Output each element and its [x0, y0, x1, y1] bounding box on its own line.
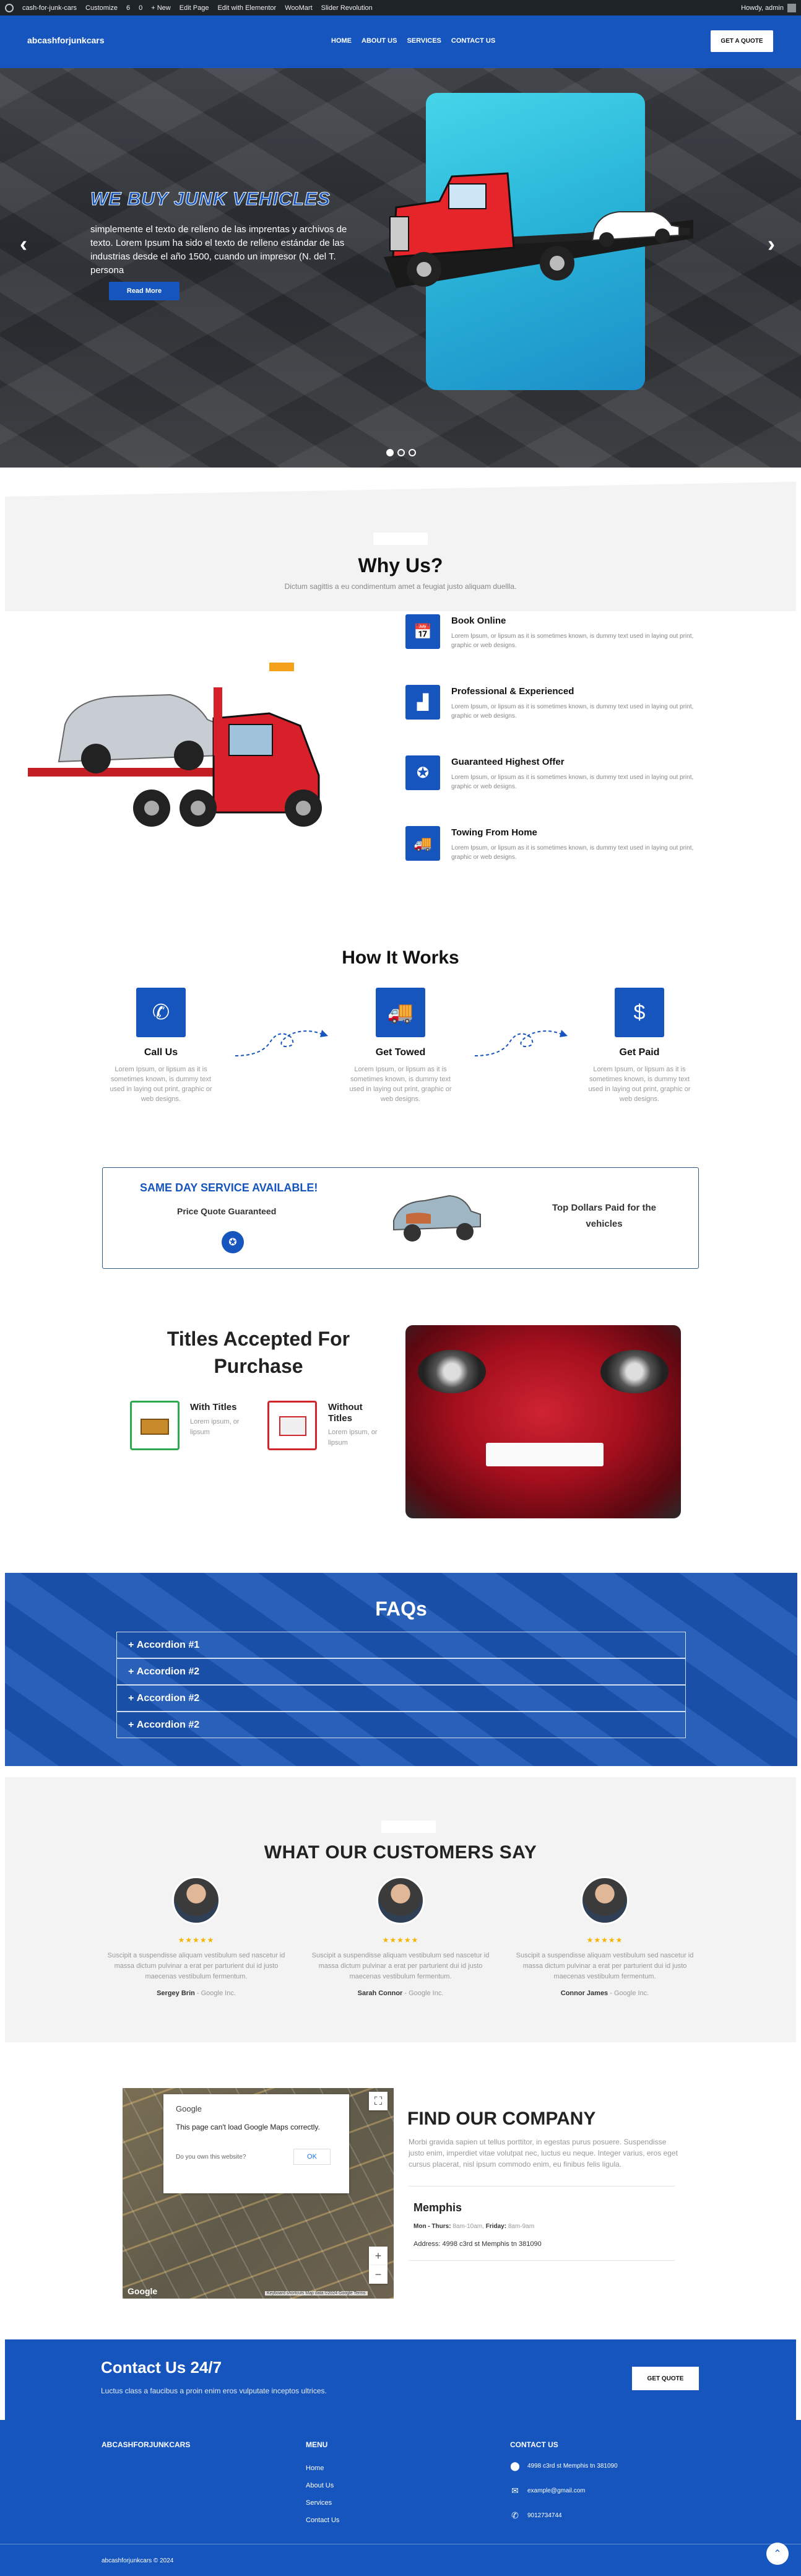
- award-badge-icon: ✪: [222, 1231, 244, 1253]
- friday-label: Friday:: [485, 2223, 507, 2230]
- site-footer: [0, 2420, 801, 2576]
- map-ok-button[interactable]: OK: [293, 2149, 331, 2165]
- testimonial-author: [103, 1990, 289, 1997]
- nav-contact[interactable]: CONTACT US: [451, 37, 496, 45]
- accordion-item[interactable]: + Accordion #2: [116, 1685, 686, 1712]
- author-source: - Google Inc.: [196, 1990, 236, 1997]
- faq-title: FAQs: [375, 1598, 427, 1620]
- company-address: [413, 2240, 542, 2248]
- step-text: Lorem Ipsum, or lipsum as it is sometimes known, is dummy text used in laying out print, graphic or web designs.: [349, 1066, 452, 1103]
- footer-contact-title: CONTACT US: [510, 2440, 558, 2449]
- step-title: Get Towed: [375, 1047, 426, 1058]
- admin-customize[interactable]: Customize: [85, 4, 118, 12]
- envelope-icon: ✉: [511, 2486, 519, 2496]
- map-error-message: This page can't load Google Maps correctly.: [176, 2123, 320, 2131]
- footer-email: [510, 2486, 586, 2496]
- feature-title: Professional & Experienced: [451, 686, 574, 697]
- with-title-card: [130, 1401, 180, 1450]
- wp-logo-icon[interactable]: [5, 4, 14, 12]
- title-document-icon: [141, 1419, 169, 1435]
- money-hand-icon: $: [615, 988, 664, 1037]
- footer-link-contact[interactable]: Contact Us: [306, 2517, 340, 2524]
- admin-updates[interactable]: 6: [126, 4, 131, 12]
- slider-dot[interactable]: [397, 449, 405, 456]
- divider: [409, 2260, 675, 2261]
- phone-icon: ✆: [136, 988, 186, 1037]
- feature-text: Lorem Ipsum, or lipsum as it is sometimes known, is dummy text used in laying out print, graphic or web designs.: [451, 633, 694, 649]
- testimonial-text: Suscipit a suspendisse aliquam vestibulum sed nascetur id massa dictum pulvinar a erat per parturient dui id justo maecenas vestibulum fermentum.: [516, 1952, 694, 1980]
- feature-text: Lorem Ipsum, or lipsum as it is sometimes known, is dummy text used in laying out print, graphic or web designs.: [451, 774, 694, 790]
- how-it-works-title: How It Works: [342, 947, 459, 968]
- scroll-to-top-button[interactable]: ⌃: [766, 2543, 789, 2565]
- why-us-title: Why Us?: [358, 554, 443, 577]
- hours-label: Mon - Thurs:: [413, 2223, 451, 2230]
- feature-title: Book Online: [451, 616, 506, 626]
- accordion-label: Accordion #2: [136, 1692, 200, 1704]
- phone-icon: ✆: [511, 2510, 519, 2520]
- main-nav: [331, 37, 495, 45]
- titles-heading: Titles Accepted For Purchase: [167, 1328, 350, 1377]
- opening-hours: [413, 2223, 534, 2230]
- footer-link-home[interactable]: Home: [306, 2465, 324, 2472]
- footer-address: [510, 2461, 618, 2471]
- get-quote-button[interactable]: GET A QUOTE: [711, 30, 773, 52]
- dashed-arrow-icon: [472, 1025, 571, 1062]
- testimonials-title: WHAT OUR CUSTOMERS SAY: [264, 1842, 537, 1863]
- admin-avatar[interactable]: [787, 4, 796, 12]
- feature-text: Lorem Ipsum, or lipsum as it is sometimes known, is dummy text used in laying out print, graphic or web designs.: [451, 703, 694, 720]
- section-tag: [373, 533, 428, 545]
- avatar: [376, 1876, 425, 1925]
- map-attribution[interactable]: Keyboard shortcuts Map data ©2024 Google Terms: [265, 2291, 368, 2295]
- admin-bar: [0, 0, 801, 15]
- footer-link-services[interactable]: Services: [306, 2499, 332, 2507]
- footer-link-about[interactable]: About Us: [306, 2482, 334, 2489]
- accordion-item[interactable]: + Accordion #1: [116, 1632, 686, 1658]
- testimonial-author: [512, 1990, 698, 1997]
- rating-stars: ★★★★★: [178, 1936, 215, 1944]
- admin-edit-page[interactable]: Edit Page: [179, 4, 209, 12]
- cta-title: Contact Us 24/7: [101, 2358, 222, 2377]
- find-company-title: FIND OUR COMPANY: [407, 2108, 596, 2129]
- footer-address-text: 4998 c3rd st Memphis tn 381090: [527, 2463, 618, 2469]
- why-us-subtitle: Dictum sagittis a eu condimentum amet a feugiat justo aliquam duellla.: [284, 582, 517, 591]
- license-plate: [486, 1443, 604, 1466]
- read-more-button[interactable]: Read More: [109, 282, 180, 300]
- testimonial-author: [308, 1990, 493, 1997]
- map-error-dialog: [163, 2094, 349, 2193]
- nav-home[interactable]: HOME: [331, 37, 352, 45]
- divider: [409, 2186, 675, 2187]
- step-get-towed: [348, 988, 453, 1104]
- slider-dots: [386, 449, 416, 456]
- step-text: Lorem Ipsum, or lipsum as it is sometimes known, is dummy text used in laying out print, graphic or web designs.: [588, 1066, 691, 1103]
- map-ownership-question: Do you own this website?: [176, 2154, 246, 2160]
- hero-title: WE BUY JUNK VEHICLES: [90, 189, 331, 209]
- google-wordmark: Google: [176, 2104, 202, 2113]
- slider-dot[interactable]: [409, 449, 416, 456]
- testimonial-card: [512, 1876, 698, 1997]
- admin-elementor[interactable]: Edit with Elementor: [217, 4, 277, 12]
- accordion-label: Accordion #2: [136, 1719, 200, 1730]
- slider-dot[interactable]: [386, 449, 394, 456]
- top-dollars-text: Top Dollars Paid for the vehicles: [552, 1203, 657, 1229]
- location-pin-icon: ⬤: [510, 2461, 520, 2471]
- step-text: Lorem Ipsum, or lipsum as it is sometimes known, is dummy text used in laying out print, graphic or web designs.: [110, 1066, 212, 1103]
- empty-document-icon: [279, 1416, 306, 1436]
- without-titles-text: Lorem ipsum, or lipsum: [328, 1429, 378, 1447]
- footer-phone: [510, 2510, 562, 2521]
- calendar-icon: 📅: [405, 614, 440, 649]
- admin-greeting[interactable]: Howdy, admin: [741, 4, 784, 12]
- step-title: Call Us: [144, 1047, 178, 1058]
- author-name: Sarah Connor: [357, 1990, 403, 1997]
- copyright: abcashforjunkcars © 2024: [102, 2557, 174, 2564]
- avatar: [172, 1876, 220, 1925]
- red-car-photo: [405, 1325, 681, 1518]
- same-day-banner: [102, 1167, 699, 1269]
- hero-text: simplemente el texto de relleno de las imprentas y archivos de texto. Lorem Ipsum ha sido el texto de relleno estándar de las industrias desde el año 1500, cuando un impresor (N. del T. persona: [90, 224, 347, 276]
- google-map[interactable]: [123, 2088, 394, 2299]
- address-label: Address:: [413, 2240, 441, 2248]
- cta-subtitle: Luctus class a faucibus a proin enim eros vulputate inceptos ultrices.: [101, 2387, 327, 2395]
- site-logo[interactable]: abcashforjunkcars: [27, 35, 105, 45]
- friday-value: 8am-9am: [508, 2223, 535, 2230]
- testimonial-card: [103, 1876, 289, 1997]
- location-city: Memphis: [413, 2201, 462, 2214]
- section-tag: [381, 1821, 436, 1833]
- admin-comments[interactable]: 0: [139, 4, 143, 12]
- hero-slider: [0, 68, 801, 468]
- slider-next-arrow[interactable]: ›: [768, 231, 775, 256]
- headlight: [418, 1350, 486, 1393]
- accordion-label: Accordion #1: [136, 1639, 200, 1650]
- podium-icon: ▟: [405, 685, 440, 720]
- find-company-text: Morbi gravida sapien ut tellus porttitor, in egestas purus posuere. Suspendisse justo enim, imperdiet vitae volutpat nec, luctus eu neque. Integer varius, eros eget cursus placerat, nisl ipsum commodo enim, eu finibus felis ligula.: [409, 2138, 678, 2169]
- get-quote-cta-button[interactable]: GET QUOTE: [632, 2367, 699, 2390]
- rating-stars: ★★★★★: [586, 1936, 623, 1944]
- testimonial-card: [308, 1876, 493, 1997]
- with-titles-text: Lorem ipsum, or lipsum: [190, 1418, 240, 1436]
- headlight: [600, 1350, 669, 1393]
- address-value: 4998 c3rd st Memphis tn 381090: [442, 2240, 542, 2248]
- nav-services[interactable]: SERVICES: [407, 37, 441, 45]
- accordion-item[interactable]: + Accordion #2: [116, 1658, 686, 1685]
- same-day-title: SAME DAY SERVICE AVAILABLE!: [140, 1181, 318, 1194]
- avatar: [581, 1876, 629, 1925]
- author-name: Sergey Brin: [157, 1990, 195, 1997]
- slider-prev-arrow[interactable]: ‹: [20, 231, 27, 256]
- google-logo: Google: [128, 2286, 158, 2296]
- nav-about[interactable]: ABOUT US: [362, 37, 397, 45]
- admin-new[interactable]: + New: [151, 4, 171, 12]
- with-titles-label: With Titles: [190, 1402, 237, 1412]
- dashed-arrow-icon: [232, 1025, 331, 1062]
- testimonial-text: Suscipit a suspendisse aliquam vestibulum sed nascetur id massa dictum pulvinar a erat per parturient dui id justo maecenas vestibulum fermentum.: [107, 1952, 285, 1980]
- tow-truck-illustration: [371, 170, 706, 325]
- site-header: [0, 15, 801, 68]
- without-title-card: [267, 1401, 317, 1450]
- tow-truck-icon: 🚚: [405, 826, 440, 861]
- vintage-car-illustration: [388, 1183, 487, 1245]
- contact-cta: [5, 2339, 796, 2420]
- admin-woomart[interactable]: WooMart: [285, 4, 313, 12]
- accordion-label: Accordion #2: [136, 1666, 200, 1677]
- without-titles-label: Without Titles: [328, 1402, 363, 1424]
- footer-menu-title: MENU: [306, 2440, 328, 2449]
- step-call-us: [108, 988, 214, 1104]
- footer-email-text[interactable]: example@gmail.com: [527, 2487, 586, 2494]
- footer-phone-text[interactable]: 9012734744: [527, 2512, 562, 2519]
- fullscreen-icon[interactable]: ⛶: [369, 2092, 388, 2110]
- medal-icon: ✪: [405, 755, 440, 790]
- zoom-in-icon[interactable]: +: [369, 2247, 388, 2265]
- hours-value: 8am-10am,: [452, 2223, 484, 2230]
- author-name: Connor James: [560, 1990, 608, 1997]
- feature-text: Lorem Ipsum, or lipsum as it is sometimes known, is dummy text used in laying out print, graphic or web designs.: [451, 845, 694, 861]
- footer-brand[interactable]: ABCASHFORJUNKCARS: [102, 2440, 191, 2449]
- admin-slider-revolution[interactable]: Slider Revolution: [321, 4, 373, 12]
- tow-truck-icon: 🚚: [376, 988, 425, 1037]
- feature-title: Guaranteed Highest Offer: [451, 757, 565, 767]
- accordion-item[interactable]: + Accordion #2: [116, 1712, 686, 1738]
- feature-title: Towing From Home: [451, 827, 537, 838]
- testimonial-text: Suscipit a suspendisse aliquam vestibulum sed nascetur id massa dictum pulvinar a erat per parturient dui id justo maecenas vestibulum fermentum.: [311, 1952, 490, 1980]
- rating-stars: ★★★★★: [382, 1936, 419, 1944]
- author-source: - Google Inc.: [610, 1990, 649, 1997]
- zoom-out-icon[interactable]: −: [369, 2265, 388, 2284]
- author-source: - Google Inc.: [404, 1990, 444, 1997]
- price-quote-text: Price Quote Guaranteed: [177, 1206, 277, 1216]
- admin-site-name[interactable]: cash-for-junk-cars: [22, 4, 77, 12]
- faq-section: [5, 1573, 797, 1766]
- step-get-paid: [587, 988, 692, 1104]
- step-title: Get Paid: [619, 1047, 660, 1058]
- flatbed-truck-illustration: [28, 650, 350, 836]
